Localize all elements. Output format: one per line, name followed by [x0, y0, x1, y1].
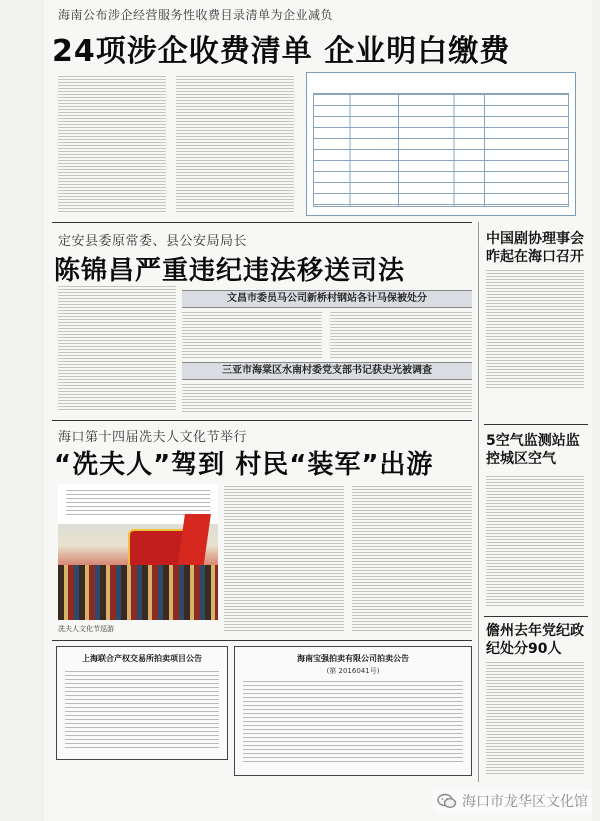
sidebar-divider-1 [484, 424, 588, 425]
newspaper-page [44, 0, 592, 821]
ad-right [234, 646, 472, 776]
wechat-icon [437, 793, 457, 809]
article2-banner-2: 三亚市海棠区水南村委党支部书记获史光被调查 [182, 362, 472, 380]
sidebar-story1-text [486, 270, 584, 390]
sidebar-divider-2 [484, 616, 588, 617]
article2-column-4 [182, 384, 472, 412]
festival-photo [58, 484, 218, 620]
divider-1 [52, 222, 472, 223]
article2-column-2 [182, 312, 322, 358]
article1-column-2 [176, 76, 294, 214]
ad-right-code: (第 2016041号) [326, 667, 380, 675]
ad-right-text [243, 681, 463, 765]
sidebar-story2-text [486, 476, 584, 608]
fee-list-table-grid [313, 93, 569, 207]
sidebar-story3-headline: 儋州去年党纪政纪处分90人 [486, 623, 584, 657]
ad-right-title: 海南宝强拍卖有限公司拍卖公告 [297, 654, 409, 663]
article3-column-2 [352, 486, 472, 632]
article3-kicker: 海口第十四届冼夫人文化节举行 [58, 430, 248, 445]
ad-left [56, 646, 228, 760]
fee-list-table [306, 72, 576, 216]
article2-banner-1: 文昌市委员马公司新桥村钢站各计马保被处分 [182, 290, 472, 308]
article2-column-1 [58, 286, 176, 412]
watermark [433, 789, 592, 813]
photo-caption: 冼夫人文化节巡游 [58, 625, 114, 633]
sidebar-story2-headline: 5空气监测站监控城区空气 [486, 433, 580, 467]
sidebar-divider [478, 222, 479, 782]
article1-column-1 [58, 76, 166, 214]
article1-headline: 24项涉企收费清单 企业明白缴费 [52, 34, 511, 69]
divider-3 [52, 640, 472, 641]
article2-column-3 [330, 312, 472, 358]
article2-headline: 陈锦昌严重违纪违法移送司法 [54, 256, 406, 286]
article3-headline: “冼夫人”驾到 村民“装军”出游 [54, 450, 434, 480]
article2-kicker: 定安县委原常委、县公安局局长 [58, 234, 248, 249]
ad-left-title: 上海联合产权交易所拍卖项目公告 [82, 654, 202, 663]
article1-kicker: 海南公布涉企经营服务性收费目录清单为企业减负 [58, 8, 334, 22]
article3-column-1 [224, 486, 344, 632]
fee-list-table-title [307, 79, 575, 88]
watermark-text: 海口市龙华区文化馆 [462, 794, 588, 810]
sidebar-story3-text [486, 662, 584, 776]
divider-2 [52, 420, 472, 421]
sidebar-story1-headline: 中国剧协理事会昨起在海口召开 [486, 231, 584, 265]
ad-left-text [65, 671, 219, 749]
parade-crowd [58, 565, 218, 620]
